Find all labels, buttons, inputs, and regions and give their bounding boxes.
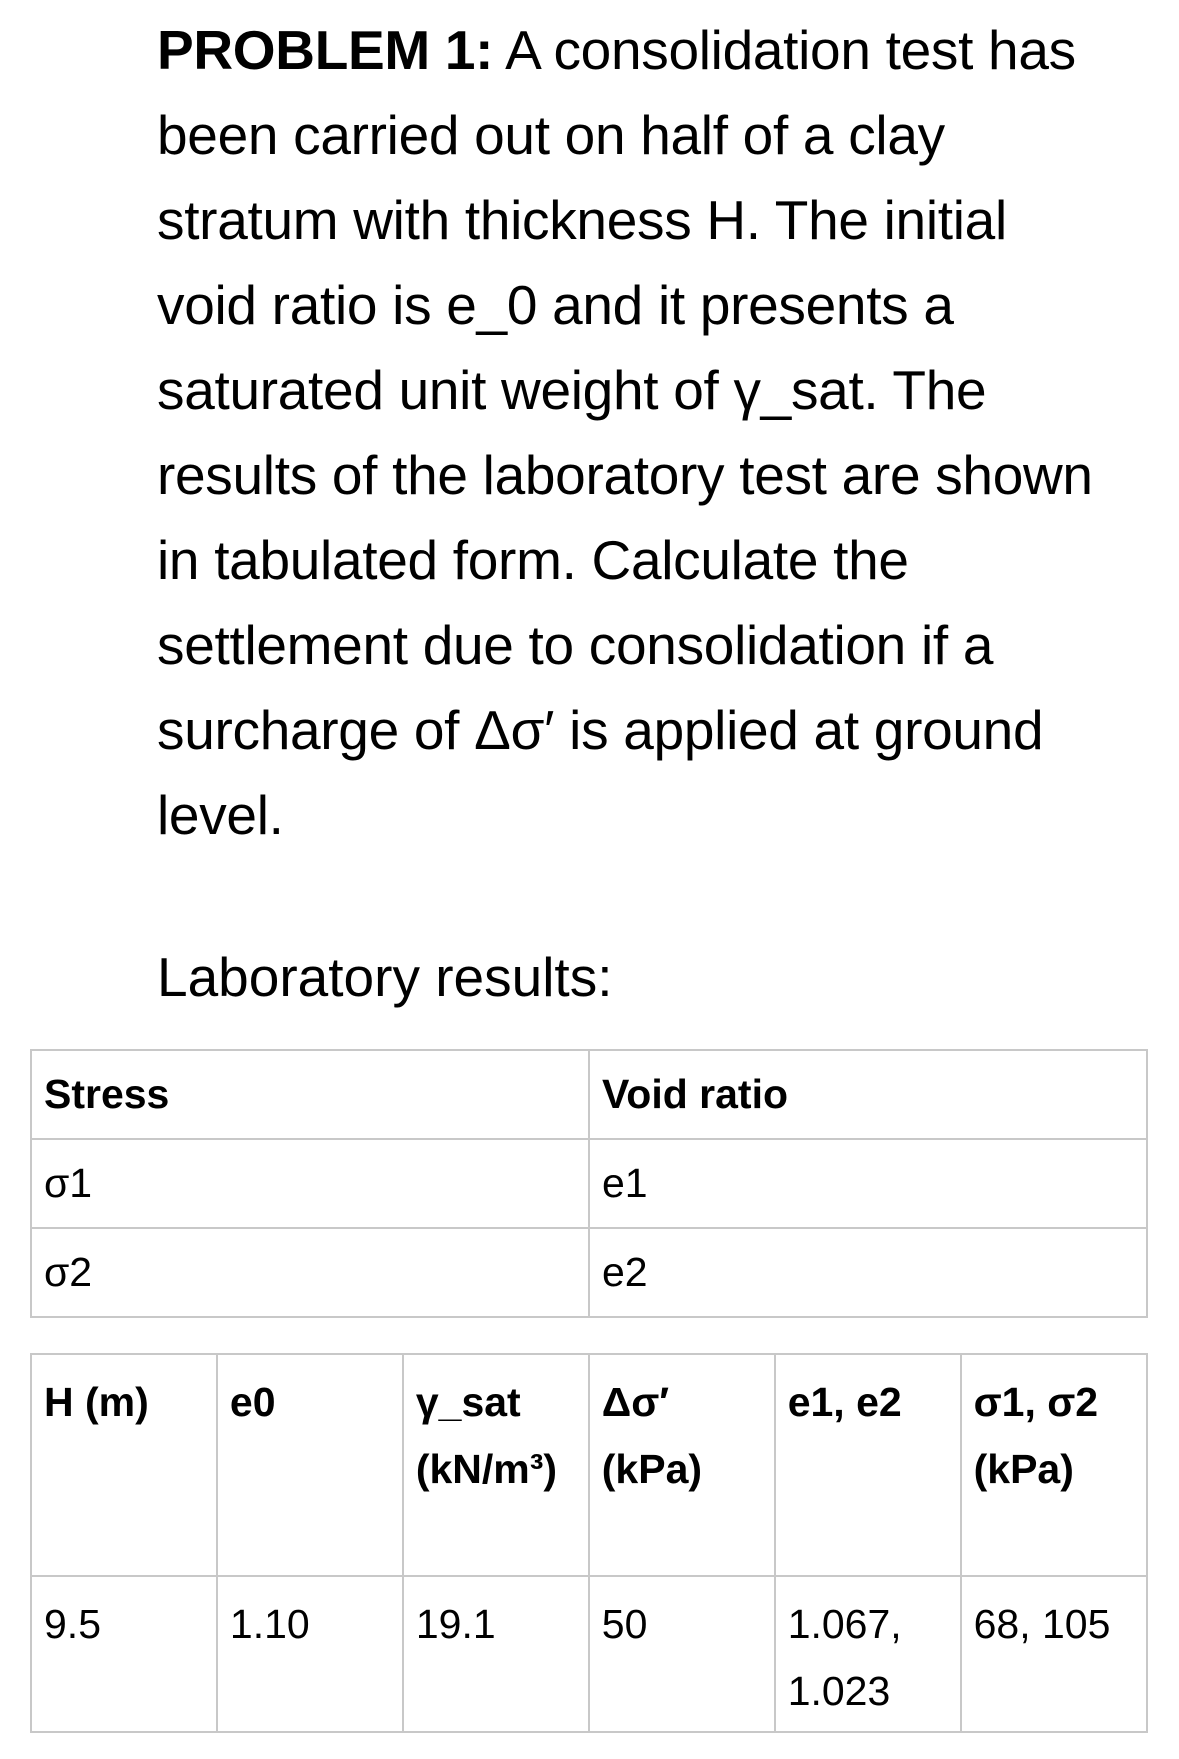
cell-initial-void-ratio: 1.10 [217,1576,403,1732]
cell-void-ratio: e2 [589,1228,1147,1317]
table-row [31,1576,1147,1732]
header-initial-void-ratio: e0 [217,1354,403,1576]
cell-void-ratios: 1.067, 1.023 [775,1576,961,1732]
cell-stress: σ2 [31,1228,589,1317]
header-unit-weight: γ_sat (kN/m³) [403,1354,589,1576]
problem-statement [157,8,1097,858]
header-surcharge: Δσ′ (kPa) [589,1354,775,1576]
cell-void-ratio: e1 [589,1139,1147,1228]
table-row [31,1139,1147,1228]
table-header-row [31,1050,1147,1139]
cell-stress: σ1 [31,1139,589,1228]
stress-void-ratio-table [30,1049,1148,1318]
problem-label: PROBLEM 1: [157,19,494,81]
header-stresses: σ1, σ2 (kPa) [961,1354,1147,1576]
table-row [31,1228,1147,1317]
section-heading: Laboratory results: [157,946,613,1008]
cell-stresses: 68, 105 [961,1576,1147,1732]
header-stress: Stress [31,1050,589,1139]
parameters-table [30,1353,1148,1733]
cell-thickness: 9.5 [31,1576,217,1732]
cell-unit-weight: 19.1 [403,1576,589,1732]
header-void-ratio: Void ratio [589,1050,1147,1139]
table-header-row [31,1354,1147,1576]
header-thickness: H (m) [31,1354,217,1576]
header-void-ratios: e1, e2 [775,1354,961,1576]
cell-surcharge: 50 [589,1576,775,1732]
problem-text: A consolidation test has been carried out on half of a clay stratum with thickness H. The initial void ratio is e_0 and it presents a saturated unit weight of γ_sat. The results of the laboratory test are shown in tabulated form. Calculate the settlement due to consolidation if a surcharge of Δσ′ is applied at ground level. [157,19,1093,846]
